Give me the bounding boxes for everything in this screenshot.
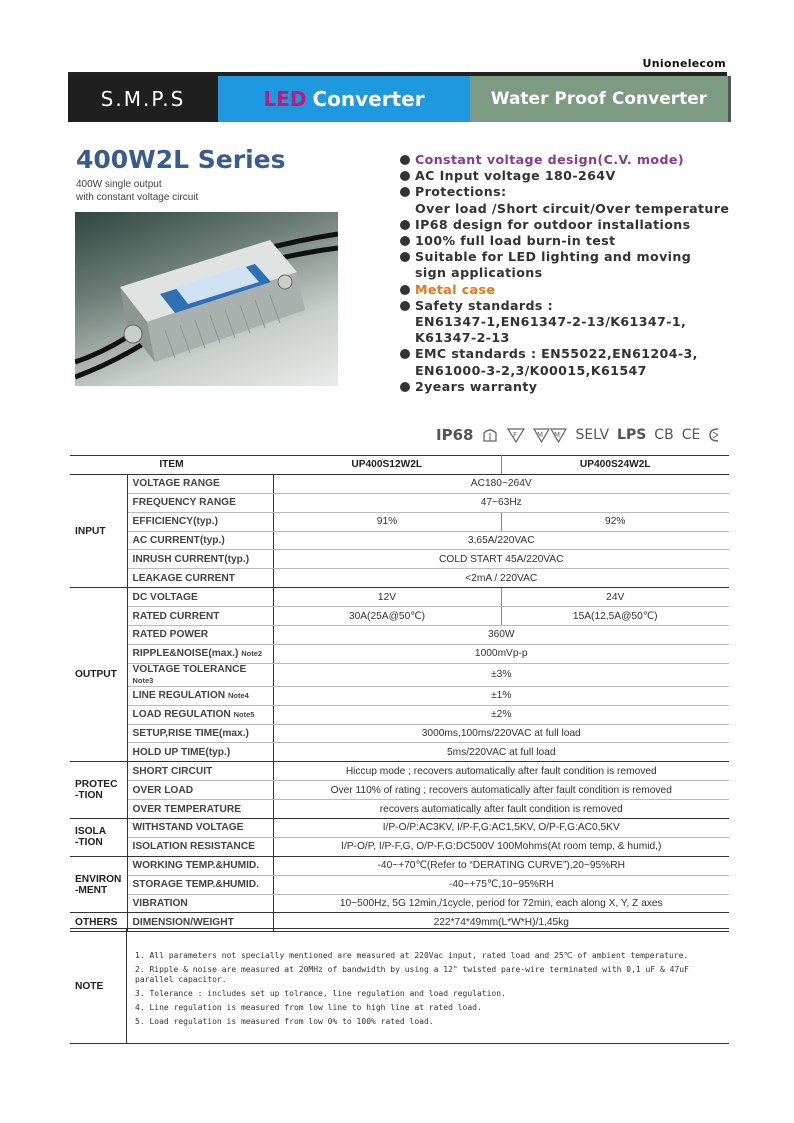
row-value: -40~+70℃(Refer to “DERATING CURVE”),20~95%RH bbox=[273, 856, 729, 875]
row-label: WITHSTAND VOLTAGE bbox=[127, 819, 273, 838]
row-value: Hiccup mode ; recovers automatically after fault condition is removed bbox=[273, 762, 729, 781]
converter-label: Converter bbox=[312, 87, 425, 111]
row-label: OVER LOAD bbox=[127, 781, 273, 800]
model-header: UP400S12W2L bbox=[273, 456, 501, 475]
row-label: AC CURRENT(typ.) bbox=[127, 531, 273, 550]
row-label: DC VOLTAGE bbox=[127, 588, 273, 607]
table-row bbox=[70, 686, 729, 705]
cb-mark: CB bbox=[654, 427, 674, 443]
row-label: EFFICIENCY(typ.) bbox=[127, 512, 273, 531]
feature-item: Metal case bbox=[400, 282, 730, 298]
row-value: AC180~264V bbox=[273, 474, 729, 493]
note-item: 4. Line regulation is measured from low line to high line at rated load. bbox=[135, 1003, 482, 1012]
group-input: INPUT bbox=[70, 474, 127, 587]
table-row bbox=[70, 512, 729, 531]
table-row bbox=[70, 474, 729, 493]
notes-section bbox=[70, 928, 729, 1044]
feature-item: EMC standards : EN55022,EN61204-3, EN61000-3-2,3/K00015,K61547 bbox=[400, 346, 730, 378]
lps-mark: LPS bbox=[617, 427, 647, 443]
row-value: 47~63Hz bbox=[273, 493, 729, 512]
group-others: OTHERS bbox=[70, 913, 127, 932]
table-row bbox=[70, 743, 729, 762]
row-value: ±3% bbox=[273, 663, 729, 686]
ip68-mark: IP68 bbox=[436, 426, 474, 444]
certification-marks bbox=[436, 426, 720, 444]
group-isolation: ISOLA -TION bbox=[70, 819, 127, 857]
row-label: DIMENSION/WEIGHT bbox=[127, 913, 273, 932]
weatherproof-icon bbox=[481, 427, 499, 443]
note-item: 1. All parameters not specially mentioned are measured at 220Vac input, rated load and 25℃ of ambient temperature. bbox=[135, 951, 689, 960]
row-value: recovers automatically after fault condition is removed bbox=[273, 800, 729, 819]
table-row bbox=[70, 644, 729, 663]
row-label: STORAGE TEMP.&HUMID. bbox=[127, 875, 273, 894]
row-value: I/P-O/P, I/P-F,G, O/P-F,G:DC500V 100Mohms(At room temp, & humid,) bbox=[273, 837, 729, 856]
kc-mark-icon bbox=[708, 427, 720, 443]
series-subtitle bbox=[76, 178, 198, 204]
led-converter-band bbox=[218, 76, 470, 122]
table-row bbox=[70, 531, 729, 550]
row-label: VIBRATION bbox=[127, 894, 273, 913]
row-label: VOLTAGE RANGE bbox=[127, 474, 273, 493]
row-value: 15A(12,5A@50℃) bbox=[501, 607, 729, 626]
row-value: 1000mVp-p bbox=[273, 644, 729, 663]
row-value: 3,65A/220VAC bbox=[273, 531, 729, 550]
feature-item: IP68 design for outdoor installations bbox=[400, 217, 730, 233]
row-label: WORKING TEMP.&HUMID. bbox=[127, 856, 273, 875]
band-edge bbox=[728, 76, 731, 122]
smps-band: S.M.P.S bbox=[68, 76, 218, 122]
series-sub-line: 400W single output bbox=[76, 179, 162, 190]
table-row bbox=[70, 493, 729, 512]
row-value: ±1% bbox=[273, 686, 729, 705]
row-label: HOLD UP TIME(typ.) bbox=[127, 743, 273, 762]
table-row bbox=[70, 663, 729, 686]
converter-illustration bbox=[75, 212, 338, 386]
item-header: ITEM bbox=[70, 456, 273, 475]
mm-mark-icon bbox=[533, 427, 567, 443]
note-item: 3. Tolerance : includes set up tolrance, line regulation and load regulation. bbox=[135, 989, 506, 998]
table-row bbox=[70, 705, 729, 724]
row-value: Over 110% of rating ; recovers automatically after fault condition is removed bbox=[273, 781, 729, 800]
model-header: UP400S24W2L bbox=[501, 456, 729, 475]
svg-text:F: F bbox=[513, 431, 518, 439]
series-sub-line: with constant voltage circuit bbox=[76, 192, 199, 203]
row-value: ±2% bbox=[273, 705, 729, 724]
row-value: 5ms/220VAC at full load bbox=[273, 743, 729, 762]
feature-item: Constant voltage design(C.V. mode) bbox=[400, 152, 730, 168]
feature-item: Safety standards : EN61347-1,EN61347-2-13/K61347-1, K61347-2-13 bbox=[400, 298, 730, 347]
row-value: 10~500Hz, 5G 12min,/1cycle, period for 72min, each along X, Y, Z axes bbox=[273, 894, 729, 913]
table-header bbox=[70, 456, 729, 475]
row-label: INRUSH CURRENT(typ.) bbox=[127, 550, 273, 569]
table-row bbox=[70, 626, 729, 645]
note-item: 2. Ripple & noise are measured at 20MHz of bandwidth by using a 12" twisted pare-wire terminated with 0,1 uF & 47uF parallel capacitor. bbox=[135, 965, 689, 984]
selv-mark: SELV bbox=[575, 427, 610, 443]
row-label: LOAD REGULATION Note5 bbox=[127, 705, 273, 724]
notes-list bbox=[127, 929, 720, 1043]
notes-label: NOTE bbox=[70, 929, 127, 1043]
row-value: 91% bbox=[273, 512, 501, 531]
row-label: SHORT CIRCUIT bbox=[127, 762, 273, 781]
header-bands bbox=[68, 76, 728, 122]
row-value: 92% bbox=[501, 512, 729, 531]
table-row bbox=[70, 875, 729, 894]
table-row bbox=[70, 819, 729, 838]
row-value: 222*74*49mm(L*W*H)/1,45kg bbox=[273, 913, 729, 932]
group-protection: PROTEC -TION bbox=[70, 762, 127, 819]
row-value: 360W bbox=[273, 626, 729, 645]
table-row bbox=[70, 856, 729, 875]
group-output: OUTPUT bbox=[70, 588, 127, 762]
feature-item: Suitable for LED lighting and moving sign applications bbox=[400, 249, 730, 281]
row-value: 12V bbox=[273, 588, 501, 607]
note-item: 5. Load regulation is measured from low 0% to 100% rated load. bbox=[135, 1017, 434, 1026]
table-row bbox=[70, 588, 729, 607]
table-row bbox=[70, 569, 729, 588]
row-label: SETUP,RISE TIME(max.) bbox=[127, 724, 273, 743]
svg-text:M: M bbox=[537, 431, 544, 439]
table-row bbox=[70, 894, 729, 913]
row-label: RIPPLE&NOISE(max.) Note2 bbox=[127, 644, 273, 663]
feature-item: Protections: Over load /Short circuit/Over temperature bbox=[400, 184, 730, 216]
row-label: ISOLATION RESISTANCE bbox=[127, 837, 273, 856]
feature-list bbox=[400, 152, 730, 395]
table-row bbox=[70, 837, 729, 856]
brand-name: Unionelecom bbox=[642, 57, 726, 70]
group-environment: ENVIRON -MENT bbox=[70, 856, 127, 913]
row-value: <2mA / 220VAC bbox=[273, 569, 729, 588]
row-value: I/P-O/P:AC3KV, I/P-F,G:AC1,5KV, O/P-F,G:AC0,5KV bbox=[273, 819, 729, 838]
row-value: COLD START 45A/220VAC bbox=[273, 550, 729, 569]
led-label: LED bbox=[263, 87, 307, 111]
row-value: 24V bbox=[501, 588, 729, 607]
product-photo bbox=[75, 212, 338, 386]
f-mark-icon bbox=[507, 427, 525, 443]
svg-text:M: M bbox=[554, 431, 561, 439]
row-value: 3000ms,100ms/220VAC at full load bbox=[273, 724, 729, 743]
series-title: 400W2L Series bbox=[76, 145, 286, 174]
row-label: LEAKAGE CURRENT bbox=[127, 569, 273, 588]
table-row bbox=[70, 800, 729, 819]
feature-item: 100% full load burn-in test bbox=[400, 233, 730, 249]
feature-item: 2years warranty bbox=[400, 379, 730, 395]
table-row bbox=[70, 781, 729, 800]
row-label: VOLTAGE TOLERANCE Note3 bbox=[127, 663, 273, 686]
spec-table bbox=[70, 455, 729, 932]
feature-item: AC Input voltage 180-264V bbox=[400, 168, 730, 184]
row-value: 30A(25A@50℃) bbox=[273, 607, 501, 626]
row-value: -40~+75℃,10~95%RH bbox=[273, 875, 729, 894]
table-row bbox=[70, 724, 729, 743]
table-row bbox=[70, 550, 729, 569]
table-row bbox=[70, 607, 729, 626]
ce-mark: CE bbox=[681, 427, 701, 443]
waterproof-band: Water Proof Converter bbox=[470, 76, 728, 122]
row-label: OVER TEMPERATURE bbox=[127, 800, 273, 819]
row-label: LINE REGULATION Note4 bbox=[127, 686, 273, 705]
row-label: RATED CURRENT bbox=[127, 607, 273, 626]
row-label: FREQUENCY RANGE bbox=[127, 493, 273, 512]
row-label: RATED POWER bbox=[127, 626, 273, 645]
table-row bbox=[70, 762, 729, 781]
